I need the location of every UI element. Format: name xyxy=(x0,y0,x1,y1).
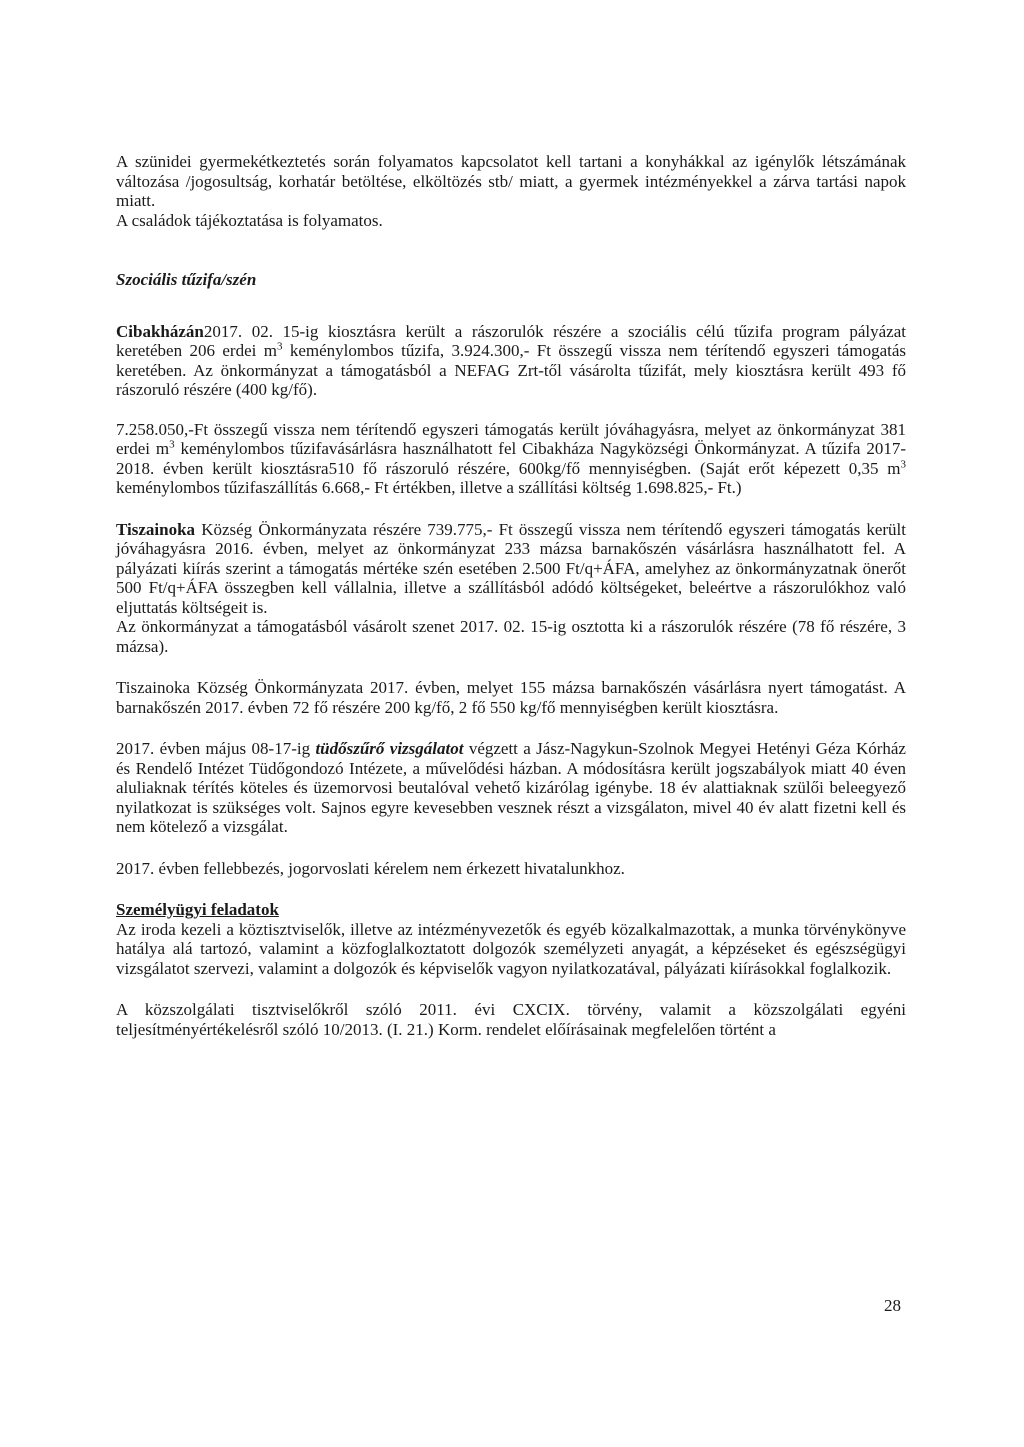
place-name-tiszainoka: Tiszainoka xyxy=(116,519,196,539)
paragraph-cibakhaza-firewood: Cibakházán2017. 02. 15-ig kiosztásra került a rászorulók részére a szociális célú tűzifa program pályázat keretében 206 erdei $m^3$ keménylombos tűzifa, 3.924.300,- Ft összegű vissza nem térítendő egyszeri támogatás keretében. Az önkormányzat a támogatásból a NEFAG Zrt-től vásárolta tűzifát, mely kiosztásra került 493 fő rászoruló részére (400 kg/fő). xyxy=(116,321,906,399)
paragraph-appeals: 2017. évben fellebbezés, jogorvoslati kérelem nem érkezett hivatalunkhoz. xyxy=(116,858,625,878)
document-page xyxy=(116,152,906,1039)
section-heading-personnel: Személyügyi feladatok xyxy=(116,900,279,919)
paragraph-lung-screening: 2017. évben május 08-17-ig tüdőszűrő vizsgálatot végzett a Jász-Nagykun-Szolnok Megyei Hetényi Géza Kórház és Rendelő Intézet Tüdőgondozó Intézete, a művelődési házban. A módosításra került jogszabályok miatt 40 éven aluliaknak térítés köteles és üzemorvosi beutalóval vehető kizárólag igénybe. 18 év alattiaknak szülői beleegyező nyilatkozat is szükséges volt. Sajnos egyre kevesebben vesznek részt a vizsgálaton, mivel 40 év alatt fizetni kell és nem kötelező a vizsgálat. xyxy=(116,739,906,836)
page-number: 28 xyxy=(884,1296,901,1315)
lung-screening-term: tüdőszűrő vizsgálatot xyxy=(315,739,464,758)
place-name-cibakhaza: Cibakházán xyxy=(116,321,204,341)
summer-meals-text: A szünidei gyermekétkeztetés során folyamatos kapcsolatot kell tartani a konyhákkal az igénylők létszámának változása /jogosultság, korhatár betöltése, elköltözés stb/ miatt, a gyermek intézményekkel a zárva tartási napok miatt. xyxy=(116,152,906,210)
paragraph-tiszainoka-2017: Tiszainoka Község Önkormányzata 2017. évben, melyet 155 mázsa barnakőszén vásárlásra nyert támogatást. A barnakőszén 2017. évben 72 fő részére 200 kg/fő, 2 fő 550 kg/fő mennyiségben került kiosztásra. xyxy=(116,678,906,717)
paragraph-personnel-duties: Az iroda kezeli a köztisztviselők, illetve az intézményvezetők és egyéb közalkalmazottak, a munka törvénykönyve hatálya alá tartozó, valamint a közfoglalkoztatott dolgozók személyzeti anyagát, a képzéseket és egészségügyi vizsgálatot szervezi, valamint a dolgozók és képviselők vagyon nyilatkozatával, pályázati kiírásokkal foglalkozik. xyxy=(116,919,906,978)
paragraph-summer-meals xyxy=(116,152,906,230)
family-information-text: A családok tájékoztatása is folyamatos. xyxy=(116,210,383,230)
paragraph-tiszainoka-coal: Tiszainoka Község Önkormányzata részére 739.775,- Ft összegű vissza nem térítendő egyszeri támogatás került jóváhagyásra 2016. évben, melyet az önkormányzat 233 mázsa barnakőszén vásárlásra használhatott fel. A pályázati kiírás szerint a támogatás mértéke szén esetében 2.500 Ft/q+ÁFA, amelyhez az önkormányzatnak önerőt 500 Ft/q+ÁFA összegben kell vállalnia, illetve a szállításból adódó költségeket, beleértve a rászorulókhoz való eljuttatás költségeit is. Az önkormányzat a támogatásból vásárolt szenet 2017. 02. 15-ig osztotta ki a rászorulók részére (78 fő részére, 3 mázsa). xyxy=(116,519,906,656)
paragraph-firewood-grant: 7.258.050,-Ft összegű vissza nem térítendő egyszeri támogatás került jóváhagyásra, melyet az önkormányzat 381 erdei $m^3$ keménylombos tűzifavásárlásra használhatott fel Cibakháza Nagyközségi Önkormányzat. A tűzifa 2017-2018. évben került kiosztásra510 fő rászoruló részére, 600kg/fő mennyiségben. (Saját erőt képezett 0,35 $m^3$ keménylombos tűzifaszállítás 6.668,- Ft értékben, illetve a szállítási költség 1.698.825,- Ft.) xyxy=(116,419,906,497)
section-heading-firewood: Szociális tűzifa/szén xyxy=(116,270,257,289)
paragraph-civil-service-law: A közszolgálati tisztviselőkről szóló 2011. évi CXCIX. törvény, valamit a közszolgálati egyéni teljesítményértékelésről szóló 10/2013. (I. 21.) Korm. rendelet előírásainak megfelelően történt a xyxy=(116,1000,906,1039)
